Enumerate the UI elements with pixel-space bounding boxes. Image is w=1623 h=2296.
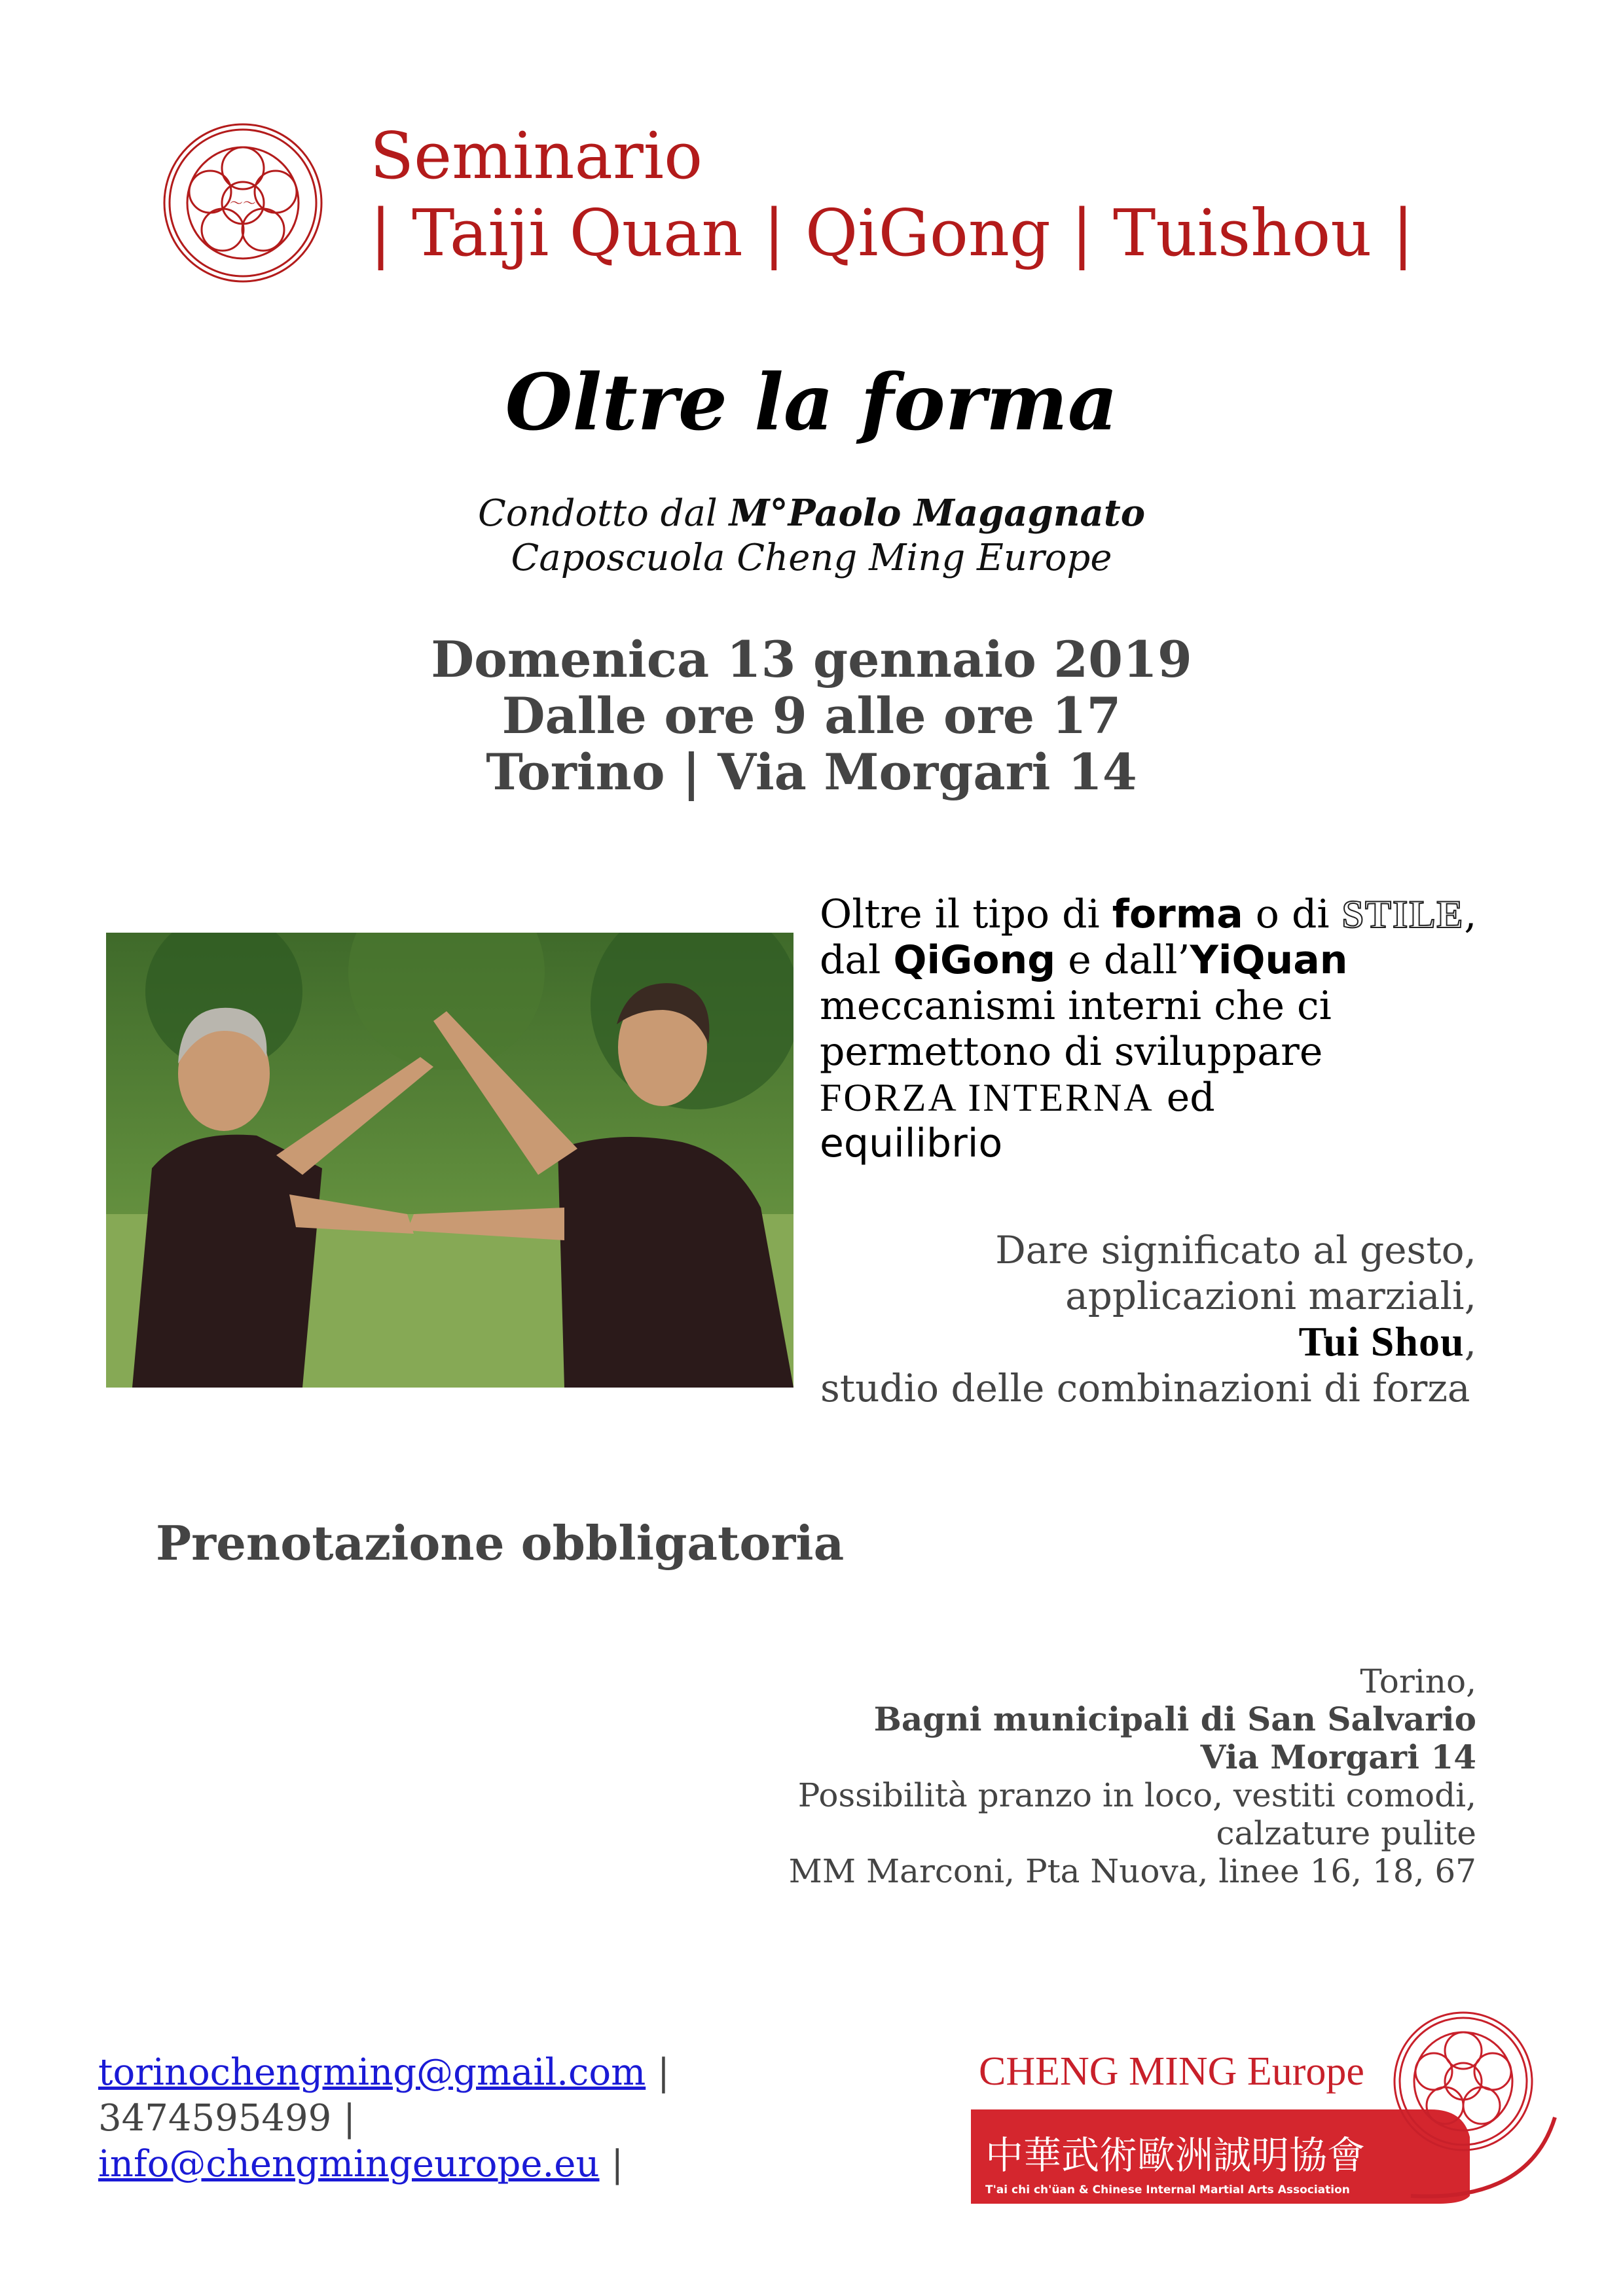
conductor-block	[0, 491, 1623, 581]
conductor-line	[0, 491, 1623, 536]
description-line-4: permettono di sviluppare	[820, 1029, 1323, 1075]
contact-line-3: info@chengmingeurope.eu |	[98, 2143, 624, 2185]
meaning-line-3: Tui Shou,	[1298, 1318, 1476, 1365]
footer-flower-icon	[1395, 2013, 1532, 2150]
booking-notice: Prenotazione obbligatoria	[156, 1515, 845, 1571]
contact-line-1: torinochengming@gmail.com |	[98, 2051, 670, 2094]
footer-subtitle-text: T'ai chi ch'üan & Chinese Internal Martial Arts Association	[985, 2183, 1350, 2197]
flower-circle-logo-icon	[161, 121, 325, 285]
header-line-2: | Taiji Quan | QiGong | Tuishou |	[370, 196, 1414, 271]
description-line-2: dal QiGong e dall’YiQuan	[820, 937, 1348, 983]
conductor-name: M°Paolo Magagnato	[729, 492, 1146, 535]
venue-notes: Possibilità pranzo in loco, vestiti comodi, calzature pulite	[797, 1776, 1476, 1852]
cheng-ming-europe-logo	[966, 2006, 1561, 2209]
keyword-forza-interna: FORZA INTERNA	[820, 1076, 1154, 1119]
event-details	[0, 632, 1623, 800]
event-place: Torino | Via Morgari 14	[486, 743, 1137, 801]
footer-chinese-text: 中華武術歐洲誠明協會	[985, 2133, 1366, 2178]
conductor-prefix: Condotto dal	[477, 492, 729, 535]
email-link-info[interactable]: info@chengmingeurope.eu	[98, 2143, 600, 2185]
description-line-1: Oltre il tipo di forma o di STILE,	[820, 891, 1477, 937]
venue-address: Via Morgari 14	[1200, 1738, 1476, 1776]
meaning-block	[720, 1227, 1476, 1411]
header-title	[370, 118, 1414, 272]
description-line-3: meccanismi interni che ci	[820, 983, 1332, 1029]
event-time: Dalle ore 9 alle ore 17	[501, 687, 1122, 745]
contact-phone: 3474595499 |	[98, 2097, 356, 2140]
venue-transport: MM Marconi, Pta Nuova, linee 16, 18, 67	[788, 1852, 1476, 1890]
keyword-qigong: QiGong	[893, 937, 1056, 983]
meaning-line-2: applicazioni marziali,	[1065, 1274, 1476, 1318]
venue-city: Torino,	[1360, 1662, 1476, 1700]
footer-brand-text: CHENG MING Europe	[979, 2049, 1364, 2094]
keyword-equilibrio: equilibrio	[820, 1121, 1003, 1166]
description-line-5: FORZA INTERNA ed	[820, 1075, 1215, 1121]
event-date: Domenica 13 gennaio 2019	[431, 630, 1192, 689]
keyword-tui-shou: Tui Shou	[1298, 1318, 1465, 1365]
contacts-block	[98, 2050, 670, 2187]
description-line-6	[820, 1121, 1507, 1166]
page-title: Oltre la forma	[505, 357, 1118, 448]
keyword-forma: forma	[1112, 891, 1243, 937]
taiji-practice-photo	[106, 933, 793, 1388]
svg-text:〜〜: 〜〜	[230, 195, 256, 211]
conductor-role: Caposcuola Cheng Ming Europe	[511, 537, 1112, 579]
header-line-1: Seminario	[370, 119, 703, 194]
venue-name: Bagni municipali di San Salvario	[873, 1700, 1476, 1738]
description-block	[820, 891, 1507, 1166]
keyword-stile: STILE	[1341, 893, 1465, 936]
meaning-line-4: studio delle combinazioni di forza	[820, 1366, 1470, 1410]
meaning-line-1: Dare significato al gesto,	[995, 1228, 1476, 1272]
keyword-yiquan: YiQuan	[1190, 937, 1348, 983]
email-link-torino[interactable]: torinochengming@gmail.com	[98, 2051, 646, 2094]
venue-block	[720, 1662, 1476, 1890]
